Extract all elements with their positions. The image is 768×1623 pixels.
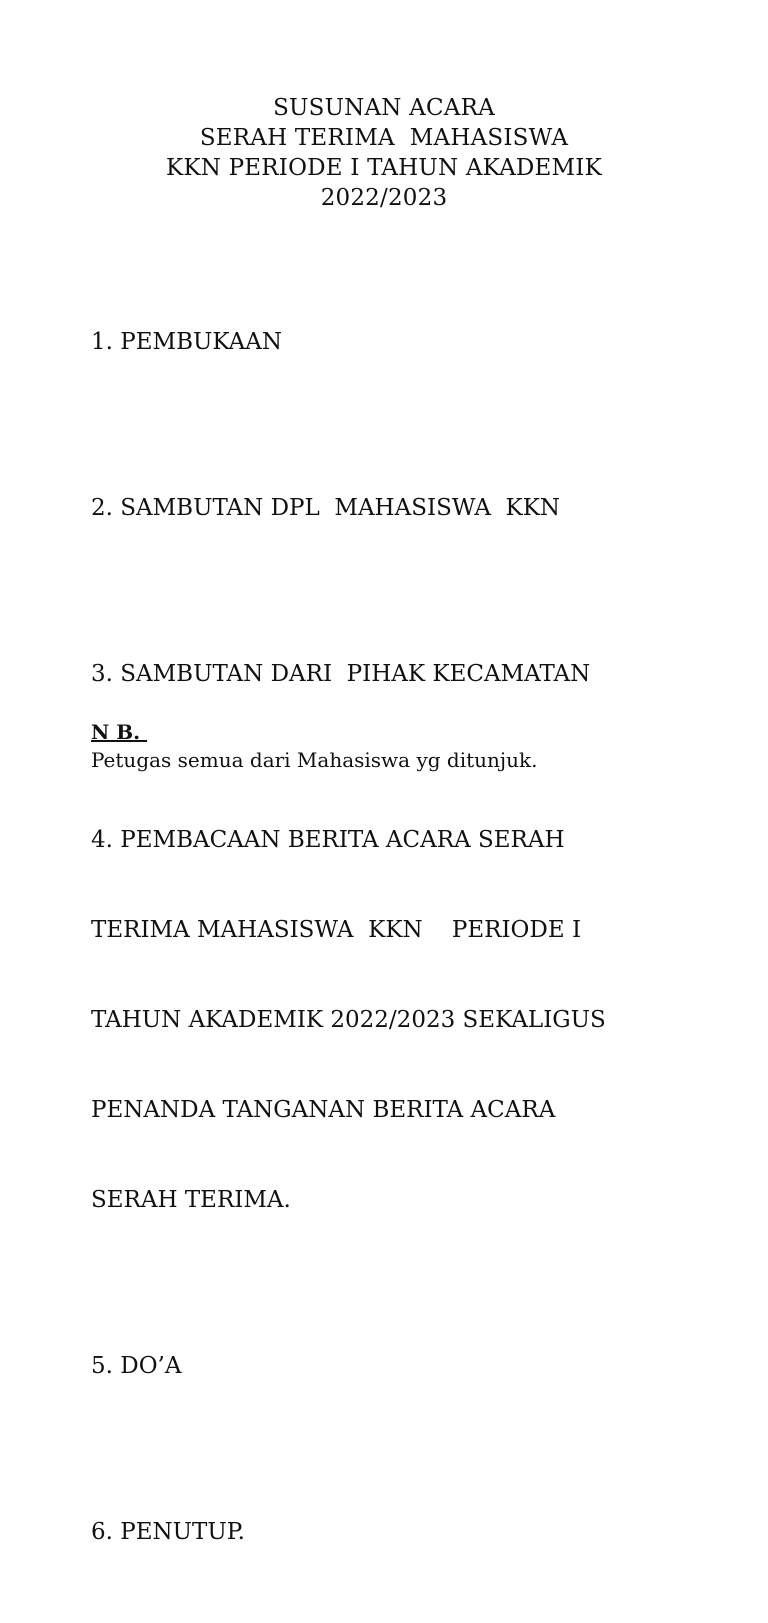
agenda-item-opening: [91, 267, 711, 417]
agenda-item-closing: [91, 1457, 711, 1607]
agenda-item-text: 1. PEMBUKAAN: [91, 329, 282, 355]
agenda-item-prayer: [91, 1291, 711, 1441]
agenda-item-text: 5. DO’A: [91, 1353, 182, 1379]
agenda-item-text: 4. PEMBACAAN BERITA ACARA SERAH: [91, 827, 565, 853]
agenda-item-text: SERAH TERIMA.: [91, 1187, 291, 1213]
title-line-2: SERAH TERIMA MAHASISWA: [199, 125, 569, 151]
note-heading: N B.: [91, 720, 148, 744]
note-block: [91, 718, 711, 774]
agenda-item-text: PENANDA TANGANAN BERITA ACARA: [91, 1097, 556, 1123]
title-line-1: SUSUNAN ACARA: [273, 95, 495, 121]
agenda-item-dpl-speech: [91, 433, 711, 583]
agenda-item-text: 2. SAMBUTAN DPL MAHASISWA KKN: [91, 495, 561, 521]
title-line-3: KKN PERIODE I TAHUN AKADEMIK: [166, 155, 602, 181]
note-text: Petugas semua dari Mahasiswa yg ditunjuk.: [91, 748, 538, 772]
agenda-item-text: TERIMA MAHASISWA KKN PERIODE I: [91, 917, 582, 943]
agenda-item-text: 6. PENUTUP.: [91, 1519, 245, 1545]
agenda-item-minutes-reading: [91, 765, 711, 1275]
title-line-4: 2022/2023: [320, 185, 448, 211]
agenda-item-text: TAHUN AKADEMIK 2022/2023 SEKALIGUS: [91, 1007, 606, 1033]
agenda-item-text: 3. SAMBUTAN DARI PIHAK KECAMATAN: [91, 661, 591, 687]
agenda-list: [91, 267, 711, 1623]
document-title: [0, 93, 768, 213]
